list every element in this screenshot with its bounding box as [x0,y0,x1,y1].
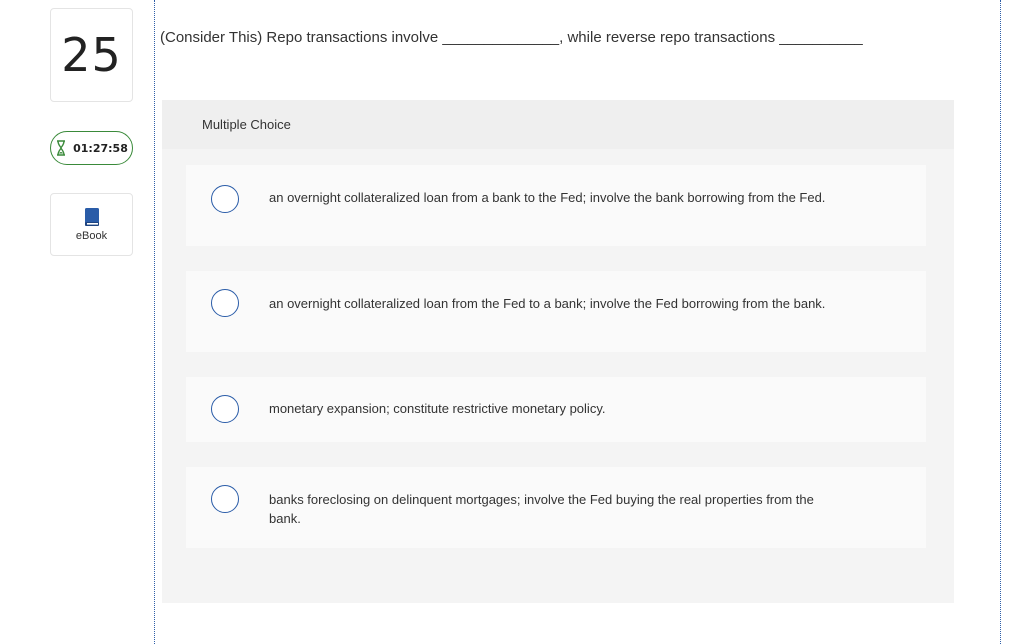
multiple-choice-panel [162,100,954,603]
question-number: 25 [61,28,122,82]
timer-text: 01:27:58 [73,141,128,155]
book-icon [83,207,101,227]
answer-option-text: an overnight collateralized loan from a bank to the Fed; involve the bank borrowing from the Fed. [269,190,826,205]
answer-option-3[interactable] [186,377,926,442]
timer-badge[interactable] [50,131,133,165]
left-rail [0,0,155,644]
ebook-label: eBook [75,230,108,242]
question-text: (Consider This) Repo transactions involve ______________, while reverse repo transactions __________ [160,29,863,46]
left-divider [154,0,155,644]
right-divider [1000,0,1001,644]
answer-option-text: monetary expansion; constitute restrictive monetary policy. [269,401,606,416]
multiple-choice-header: Multiple Choice [162,100,954,149]
answer-option-2[interactable] [186,271,926,352]
radio-button[interactable] [211,185,239,213]
answer-option-4[interactable] [186,467,926,548]
question-number-box [50,8,133,102]
radio-button[interactable] [211,289,239,317]
radio-button[interactable] [211,395,239,423]
hourglass-icon [55,140,67,156]
ebook-button[interactable] [50,193,133,256]
answer-option-1[interactable] [186,165,926,246]
answer-option-text: an overnight collateralized loan from the Fed to a bank; involve the Fed borrowing from the bank. [269,296,826,311]
radio-button[interactable] [211,485,239,513]
answer-option-text: banks foreclosing on delinquent mortgages; involve the Fed buying the real properties from the bank. [269,492,814,526]
